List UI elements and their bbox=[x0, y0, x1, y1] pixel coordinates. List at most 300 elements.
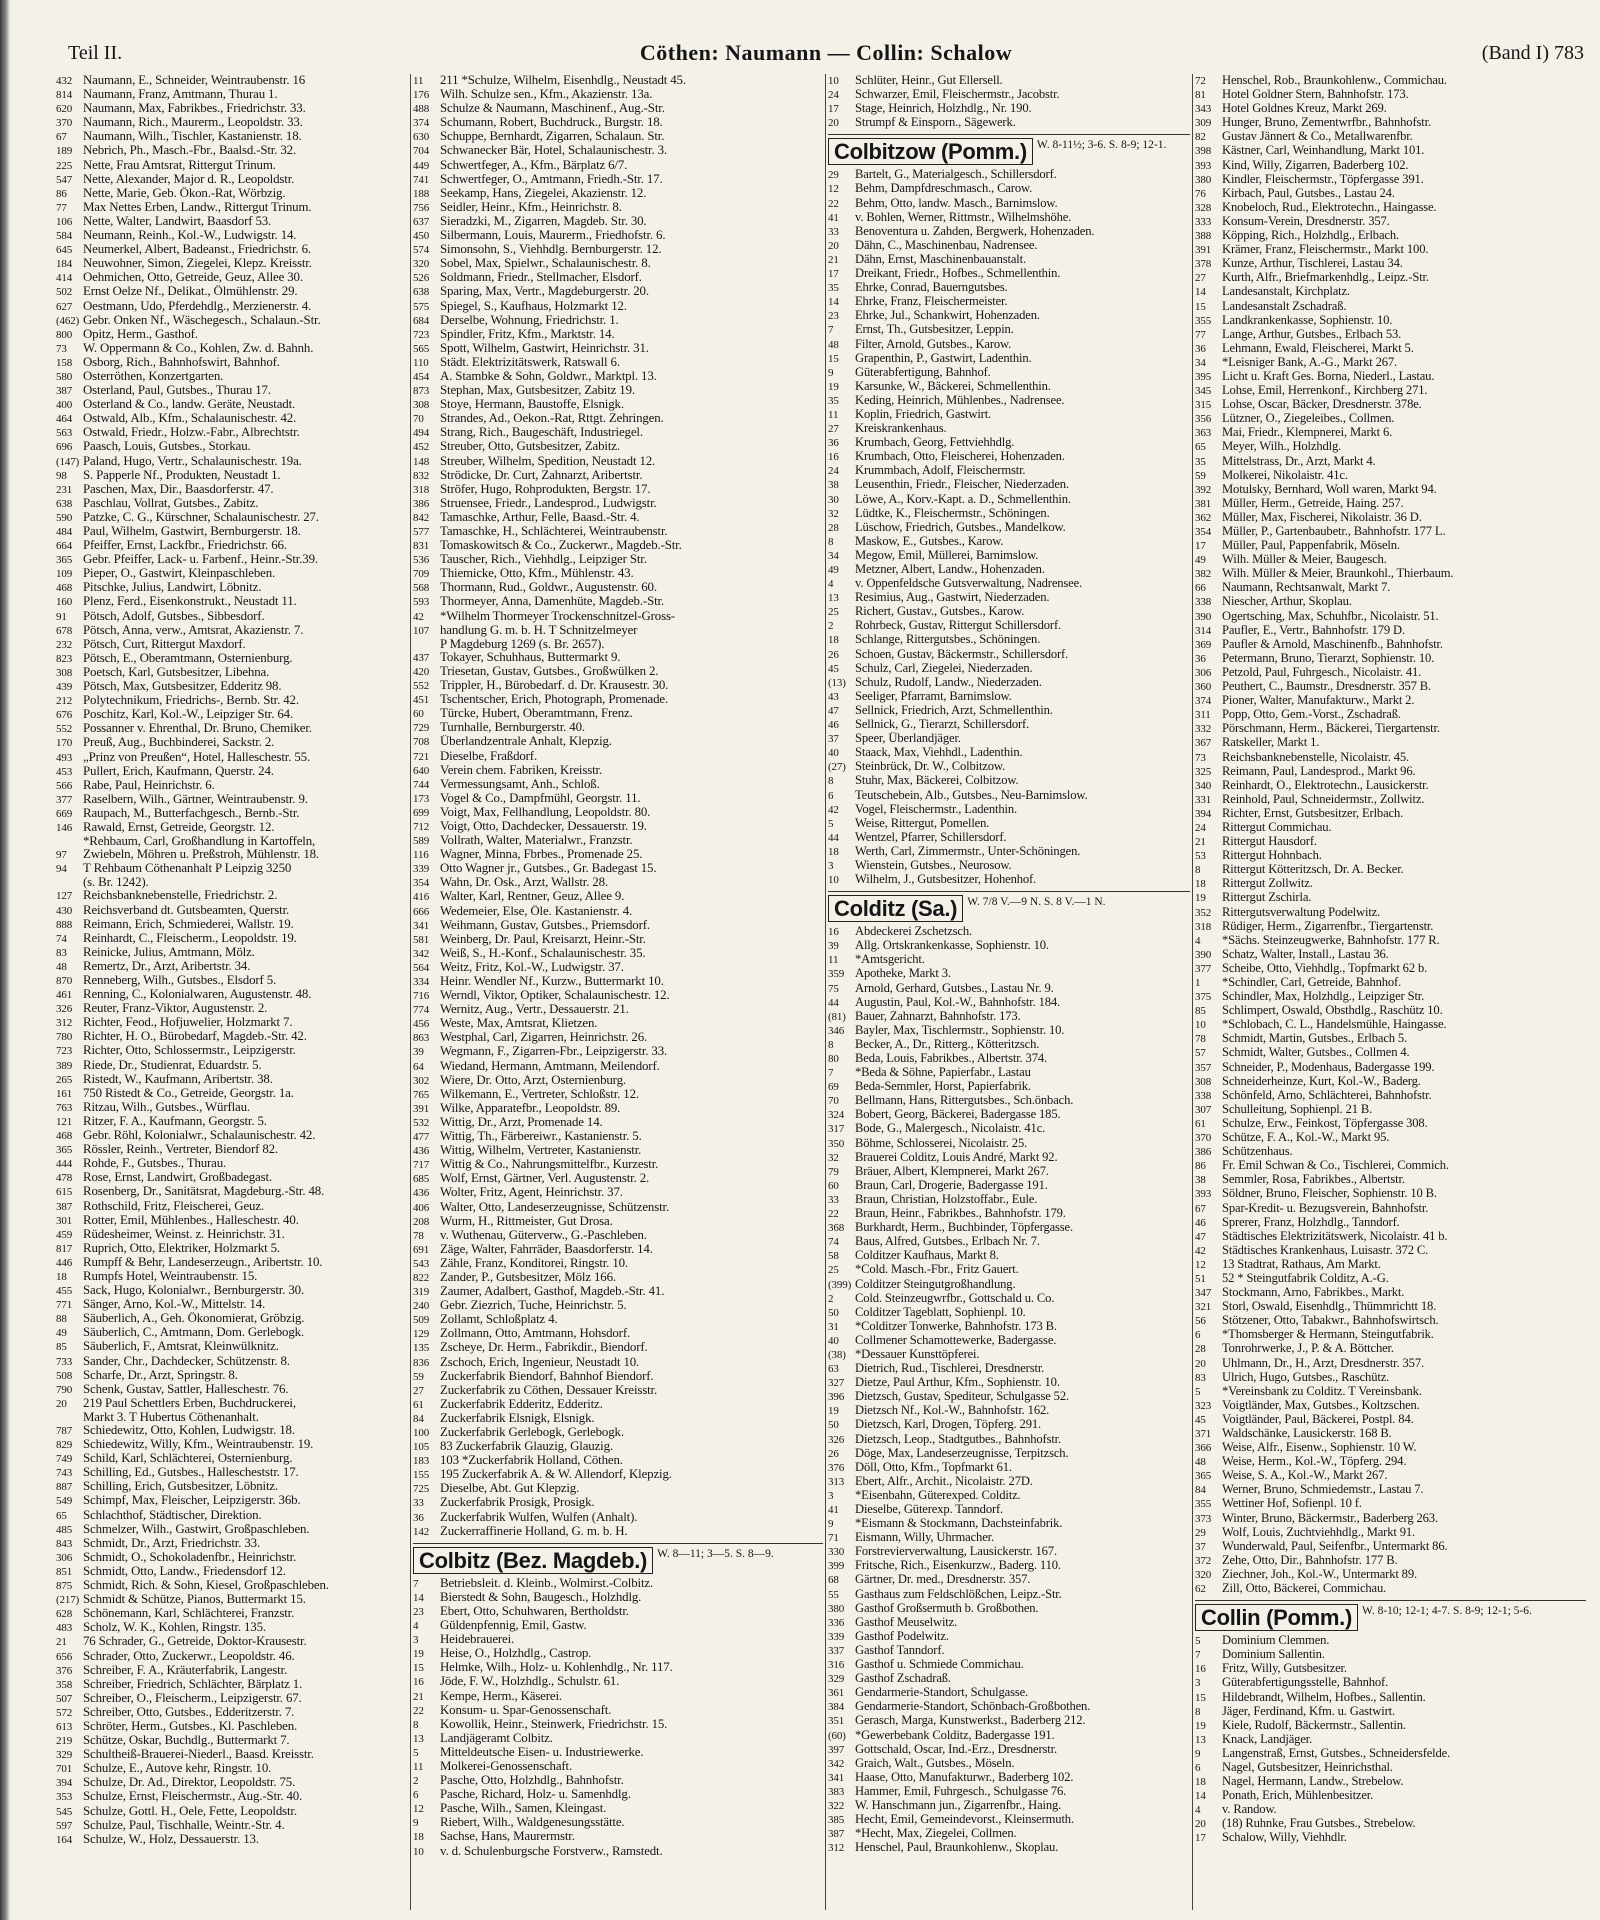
directory-entry bbox=[56, 765, 408, 779]
phone-number: 76 bbox=[1195, 187, 1206, 200]
directory-entry bbox=[828, 967, 1190, 981]
directory-entry bbox=[56, 1002, 408, 1016]
directory-entry bbox=[828, 1306, 1190, 1320]
phone-number: 552 bbox=[413, 680, 430, 693]
entry-text: Rittergut Kötteritzsch, Dr. A. Becker. bbox=[1222, 863, 1404, 877]
entry-text: Thormeyer, Anna, Damenhüte, Magdeb.-Str. bbox=[440, 595, 665, 609]
entry-text: Winter, Bruno, Bäckermstr., Baderberg 263. bbox=[1222, 1511, 1438, 1525]
phone-number: 320 bbox=[1195, 1568, 1212, 1581]
phone-number: 483 bbox=[56, 1622, 73, 1635]
town-heading bbox=[413, 1548, 823, 1574]
entry-text: Gerasch, Marga, Kunstwerkst., Baderberg 212. bbox=[855, 1714, 1086, 1728]
directory-entry bbox=[413, 511, 823, 525]
entry-text: Neumerkel, Albert, Badeanst., Friedrichstr. 6. bbox=[83, 243, 311, 257]
directory-entry bbox=[56, 1805, 408, 1819]
phone-number: 15 bbox=[1195, 300, 1206, 313]
phone-number: 362 bbox=[1195, 511, 1212, 524]
entry-text: Pötsch, Max, Gutsbesitzer, Edderitz 98. bbox=[83, 680, 282, 694]
entry-text: Spiegel, S., Kaufhaus, Holzmarkt 12. bbox=[440, 299, 627, 313]
phone-number: 676 bbox=[56, 709, 73, 722]
phone-number: 543 bbox=[413, 1257, 430, 1270]
entry-text: Zwiebeln, Möhren u. Preßstroh, Mühlenstr. 18. bbox=[83, 848, 319, 862]
phone-number: 338 bbox=[1195, 596, 1212, 609]
entry-text: Zuckerraffinerie Holland, G. m. b. H. bbox=[440, 1524, 628, 1538]
directory-entry bbox=[828, 1010, 1190, 1024]
entry-text: Voigt, Max, Fellhandlung, Leopoldstr. 80. bbox=[440, 805, 651, 819]
directory-entry bbox=[828, 817, 1190, 831]
directory-entry bbox=[413, 1045, 823, 1059]
phone-number: 5 bbox=[828, 817, 834, 830]
directory-entry bbox=[1195, 370, 1586, 384]
entry-text: Vogel & Co., Dampfmühl, Georgstr. 11. bbox=[440, 791, 641, 805]
directory-entry bbox=[413, 1370, 823, 1384]
phone-number: 42 bbox=[413, 610, 424, 623]
phone-number: 62 bbox=[1195, 1583, 1206, 1596]
phone-number: 212 bbox=[56, 695, 73, 708]
phone-number: 23 bbox=[413, 1605, 424, 1618]
directory-entry bbox=[1195, 1455, 1586, 1469]
entry-text: Müller, Paul, Pappenfabrik, Möseln. bbox=[1222, 539, 1400, 553]
entry-text: *Schlobach, C. L., Handelsmühle, Haingasse. bbox=[1222, 1018, 1447, 1032]
entry-text: Schindler, Max, Holzhdlg., Leipziger Str. bbox=[1222, 990, 1425, 1004]
entry-text: Wentzel, Pfarrer, Schillersdorf. bbox=[855, 830, 1007, 844]
phone-number: 18 bbox=[828, 634, 839, 647]
directory-entry bbox=[56, 1059, 408, 1073]
directory-entry bbox=[413, 1412, 823, 1426]
directory-entry bbox=[1195, 1075, 1586, 1089]
entry-text: Mai, Friedr., Klempnerei, Markt 6. bbox=[1222, 426, 1393, 440]
directory-entry bbox=[1195, 1526, 1586, 1540]
entry-text: Dietzsch, Gustav, Spediteur, Schulgasse 52. bbox=[855, 1390, 1069, 1404]
entry-text: Tamaschke, H., Schlächterei, Weintraubenstr. bbox=[440, 525, 668, 538]
phone-number: 85 bbox=[1195, 1005, 1206, 1018]
phone-number: 231 bbox=[56, 483, 73, 496]
phone-number: 5 bbox=[413, 1746, 419, 1759]
entry-text: Stage, Heinrich, Holzhdlg., Nr. 190. bbox=[855, 102, 1032, 116]
directory-entry bbox=[1195, 1342, 1586, 1356]
entry-text: Schulze, Paul, Tischhalle, Weintr.-Str. 4. bbox=[83, 1818, 285, 1832]
phone-number: 164 bbox=[56, 1833, 73, 1846]
phone-number: 444 bbox=[56, 1158, 73, 1171]
directory-entry bbox=[413, 469, 823, 483]
phone-number: 14 bbox=[1195, 1790, 1206, 1803]
phone-number: 25 bbox=[828, 606, 839, 619]
entry-text: Bartelt, G., Materialgesch., Schillersdorf. bbox=[855, 168, 1057, 182]
directory-entry bbox=[828, 1080, 1190, 1094]
directory-entry bbox=[413, 1704, 823, 1718]
phone-number: 232 bbox=[56, 638, 73, 651]
directory-entry bbox=[1195, 1089, 1586, 1103]
directory-entry bbox=[56, 539, 408, 553]
directory-entry bbox=[828, 619, 1190, 633]
entry-text: Paufler, E., Vertr., Bahnhofstr. 179 D. bbox=[1222, 623, 1405, 637]
phone-number: 65 bbox=[1195, 441, 1206, 454]
phone-number: 380 bbox=[1195, 173, 1212, 186]
phone-number: 39 bbox=[828, 940, 839, 953]
directory-entry bbox=[56, 1790, 408, 1804]
phone-number: 387 bbox=[828, 1828, 845, 1841]
directory-entry bbox=[1195, 722, 1586, 736]
entry-text: Petermann, Bruno, Tierarzt, Sophienstr. 10. bbox=[1222, 651, 1435, 665]
entry-text: Wernitz, Aug., Vertr., Dessauerstr. 21. bbox=[440, 1003, 629, 1017]
entry-text: *Beda & Söhne, Papierfabr., Lastau bbox=[855, 1066, 1031, 1080]
phone-number: 18 bbox=[1195, 1776, 1206, 1789]
phone-number: 37 bbox=[828, 733, 839, 746]
entry-text: Ebert, Otto, Schuhwaren, Bertholdstr. bbox=[440, 1604, 629, 1618]
directory-entry bbox=[56, 1523, 408, 1537]
entry-text: Pioner, Walter, Manufakturw., Markt 2. bbox=[1222, 694, 1415, 708]
directory-entry bbox=[1195, 990, 1586, 1004]
phone-number: 74 bbox=[56, 932, 67, 945]
phone-number: 3 bbox=[828, 859, 834, 872]
entry-text: Poetsch, Karl, Gutsbesitzer, Libehna. bbox=[83, 665, 270, 679]
directory-entry bbox=[828, 1418, 1190, 1432]
directory-entry bbox=[56, 511, 408, 525]
phone-number: 452 bbox=[413, 441, 430, 454]
directory-entry bbox=[1195, 807, 1586, 821]
entry-text: Weinberg, Dr. Paul, Kreisarzt, Heinr.-Str. bbox=[440, 932, 646, 946]
entry-text: Werth, Carl, Zimmermstr., Unter-Schöningen. bbox=[855, 844, 1081, 858]
entry-text: Konsum-Verein, Dresdnerstr. 357. bbox=[1222, 214, 1390, 228]
entry-text: Wilh. Schulze sen., Kfm., Akazienstr. 13a. bbox=[440, 88, 653, 102]
phone-number: 373 bbox=[1195, 1512, 1212, 1525]
entry-text: Schimpf, Max, Fleischer, Leipzigerstr. 36b. bbox=[83, 1494, 301, 1508]
phone-number: 42 bbox=[1195, 1244, 1206, 1257]
directory-entry bbox=[413, 1746, 823, 1760]
directory-entry bbox=[413, 497, 823, 511]
entry-text: Baus, Alfred, Gutsbes., Erlbach Nr. 7. bbox=[855, 1235, 1040, 1249]
directory-entry bbox=[56, 807, 408, 821]
phone-number: (60) bbox=[828, 1729, 846, 1742]
phone-number: 21 bbox=[56, 1636, 67, 1649]
directory-entry bbox=[828, 1827, 1190, 1841]
entry-text: Paufler & Arnold, Maschinenfb., Bahnhofstr. bbox=[1222, 637, 1443, 651]
entry-text: Storl, Oswald, Eisenhdlg., Thümmrichtt 18. bbox=[1222, 1300, 1437, 1314]
directory-entry bbox=[1195, 539, 1586, 553]
entry-text: Gasthof Großsermuth b. Großbothen. bbox=[855, 1601, 1039, 1615]
phone-number: 478 bbox=[56, 1172, 73, 1185]
directory-entry bbox=[413, 1605, 823, 1619]
entry-text: Städtisches Elektrizitätswerk, Nicolaistr. 41 b. bbox=[1222, 1229, 1448, 1243]
entry-text: Schumann, Robert, Buchdruck., Burgstr. 18. bbox=[440, 116, 663, 130]
directory-entry bbox=[1195, 793, 1586, 807]
phone-number: 615 bbox=[56, 1186, 73, 1199]
directory-entry bbox=[1195, 1648, 1586, 1662]
entry-text: Bellmann, Hans, Rittergutsbes., Sch.önbach. bbox=[855, 1094, 1074, 1108]
directory-entry bbox=[413, 1454, 823, 1468]
directory-entry bbox=[56, 1621, 408, 1635]
directory-entry bbox=[1195, 173, 1586, 187]
column-1 bbox=[56, 74, 408, 1910]
phone-number: 135 bbox=[413, 1342, 430, 1355]
directory-entry bbox=[828, 168, 1190, 182]
entry-text: Ernst, Th., Gutsbesitzer, Leppin. bbox=[855, 323, 1014, 337]
entry-text: Abdeckerei Zschetzsch. bbox=[855, 925, 972, 939]
phone-number: 743 bbox=[56, 1467, 73, 1480]
phone-number: 836 bbox=[413, 1356, 430, 1369]
entry-text: Müller, Max, Fischerei, Nikolaistr. 36 D. bbox=[1222, 510, 1422, 524]
directory-entry bbox=[828, 1700, 1190, 1714]
entry-text: Bode, G., Malergesch., Nicolaistr. 41c. bbox=[855, 1122, 1046, 1136]
directory-entry bbox=[413, 1468, 823, 1482]
phone-number: 387 bbox=[56, 385, 73, 398]
phone-number: 699 bbox=[413, 806, 430, 819]
directory-entry bbox=[413, 862, 823, 876]
entry-text: Sieradzki, M., Zigarren, Magdeb. Str. 30. bbox=[440, 214, 647, 228]
directory-entry bbox=[1195, 356, 1586, 370]
entry-text: Stoye, Hermann, Baustoffe, Elsnigk. bbox=[440, 398, 624, 412]
town-name: Colbitzow (Pomm.) bbox=[828, 138, 1033, 165]
entry-text: Hildebrandt, Wilhelm, Hofbes., Sallentin. bbox=[1222, 1690, 1426, 1704]
directory-entry bbox=[413, 1690, 823, 1704]
phone-number: 11 bbox=[413, 75, 424, 87]
directory-entry bbox=[413, 1398, 823, 1412]
town-heading bbox=[828, 896, 1190, 922]
phone-number: 301 bbox=[56, 1214, 73, 1227]
phone-number: 39 bbox=[413, 1046, 424, 1059]
entry-text: Bierstedt & Sohn, Baugesch., Holzhdlg. bbox=[440, 1590, 642, 1604]
phone-number: 302 bbox=[413, 1074, 430, 1087]
entry-text: 750 Ristedt & Co., Getreide, Georgstr. 1a. bbox=[83, 1086, 294, 1100]
phone-number: 378 bbox=[1195, 258, 1212, 271]
phone-number: 393 bbox=[1195, 1188, 1212, 1201]
entry-text: W. Oppermann & Co., Kohlen, Zw. d. Bahnh. bbox=[83, 341, 314, 355]
directory-entry bbox=[1195, 638, 1586, 652]
phone-number: 357 bbox=[1195, 1061, 1212, 1074]
entry-text: Schulz, Carl, Ziegelei, Niederzaden. bbox=[855, 661, 1033, 675]
entry-text: Wolf, Ernst, Gärtner, Verl. Augustenstr. 2. bbox=[440, 1172, 650, 1186]
entry-text: Ruprich, Otto, Elektriker, Holzmarkt 5. bbox=[83, 1241, 280, 1255]
phone-number: 50 bbox=[828, 1419, 839, 1432]
phone-number: 354 bbox=[413, 877, 430, 890]
phone-number: 323 bbox=[1195, 1399, 1212, 1412]
entry-text: Ogertsching, Max, Schuhfbr., Nicolaistr. 51. bbox=[1222, 609, 1439, 623]
entry-text: Naumann, E., Schneider, Weintraubenstr. 16 bbox=[83, 74, 306, 87]
directory-entry bbox=[56, 1157, 408, 1171]
phone-number: 48 bbox=[1195, 1456, 1206, 1469]
directory-entry bbox=[413, 750, 823, 764]
phone-number: 29 bbox=[1195, 1526, 1206, 1539]
entry-text: Lüschow, Friedrich, Gutsbes., Mandelkow. bbox=[855, 520, 1066, 534]
phone-number: 16 bbox=[413, 1676, 424, 1689]
entry-text: Werner, Bruno, Schmiedemstr., Lastau 7. bbox=[1222, 1483, 1424, 1497]
directory-entry bbox=[413, 229, 823, 243]
entry-text: 195 Zuckerfabrik A. & W. Allendorf, Klepzig. bbox=[440, 1468, 672, 1482]
entry-text: Rittergut Hohnbach. bbox=[1222, 849, 1322, 863]
part-label: Teil II. bbox=[68, 42, 123, 64]
directory-entry bbox=[56, 1397, 408, 1411]
entry-text: Schützenhaus. bbox=[1222, 1145, 1293, 1159]
phone-number: 384 bbox=[828, 1701, 845, 1714]
directory-entry bbox=[56, 384, 408, 398]
phone-number: 38 bbox=[828, 479, 839, 492]
phone-number: 8 bbox=[828, 535, 834, 548]
entry-text: Schenk, Gustav, Sattler, Halleschestr. 76. bbox=[83, 1382, 289, 1396]
entry-text: (s. Br. 1242). bbox=[83, 876, 149, 890]
entry-text: Gasthof Zschadraß. bbox=[855, 1672, 951, 1686]
entry-text: Jöde, F. W., Holzhdlg., Schulstr. 61. bbox=[440, 1675, 620, 1689]
directory-entry bbox=[828, 1263, 1190, 1277]
directory-entry bbox=[828, 662, 1190, 676]
phone-number: (13) bbox=[828, 676, 846, 689]
directory-entry bbox=[828, 1531, 1190, 1545]
phone-number: 36 bbox=[1195, 652, 1206, 665]
phone-number: 13 bbox=[828, 592, 839, 605]
entry-text: v. Wuthenau, Güterverw., G.-Paschleben. bbox=[440, 1228, 647, 1242]
directory-entry bbox=[413, 1257, 823, 1271]
directory-entry bbox=[413, 1074, 823, 1088]
phone-number: 110 bbox=[413, 356, 429, 369]
phone-number: 26 bbox=[828, 1447, 839, 1460]
directory-entry bbox=[56, 1326, 408, 1340]
phone-number: 451 bbox=[413, 694, 430, 707]
entry-text: Kästner, Carl, Weinhandlung, Markt 101. bbox=[1222, 144, 1425, 158]
phone-number: 381 bbox=[1195, 497, 1212, 510]
phone-number: 485 bbox=[56, 1523, 73, 1536]
phone-number: 365 bbox=[56, 554, 73, 567]
directory-entry bbox=[1195, 1357, 1586, 1371]
phone-number: 369 bbox=[1195, 638, 1212, 651]
directory-entry bbox=[413, 1830, 823, 1844]
phone-number: 319 bbox=[413, 1286, 430, 1299]
entry-text: Leusenthin, Friedr., Fleischer, Niederzaden. bbox=[855, 478, 1069, 492]
phone-number: 547 bbox=[56, 173, 73, 186]
phone-number: 18 bbox=[56, 1270, 67, 1283]
directory-entry bbox=[413, 1341, 823, 1355]
entry-text: Schwertfeger, O., Amtmann, Friedh.-Str. 17. bbox=[440, 172, 663, 186]
directory-entry bbox=[828, 1122, 1190, 1136]
directory-entry bbox=[413, 989, 823, 1003]
directory-entry bbox=[56, 483, 408, 497]
phone-number: 6 bbox=[1195, 1329, 1201, 1342]
phone-number: (399) bbox=[828, 1278, 852, 1291]
entry-text: Pasche, Wilh., Samen, Kleingast. bbox=[440, 1802, 607, 1816]
entry-text: Gasthaus zum Feldschlößchen, Leipz.-Str. bbox=[855, 1587, 1062, 1601]
directory-entry bbox=[413, 721, 823, 735]
directory-entry bbox=[1195, 1187, 1586, 1201]
directory-entry bbox=[413, 173, 823, 187]
entry-text: handlung G. m. b. H. T Schnitzelmeyer bbox=[440, 623, 638, 637]
directory-entry bbox=[1195, 1733, 1586, 1747]
entry-text: Kunze, Arthur, Tischlerei, Lastau 34. bbox=[1222, 257, 1403, 271]
entry-text: Schulze, W., Holz, Dessauerstr. 13. bbox=[83, 1832, 259, 1846]
directory-entry bbox=[1195, 1554, 1586, 1568]
column-2 bbox=[413, 74, 823, 1910]
phone-number: 59 bbox=[413, 1370, 424, 1383]
phone-number: 116 bbox=[413, 849, 429, 862]
entry-text: Wagner, Minna, Fbrbes., Promenade 25. bbox=[440, 848, 643, 862]
entry-text: Zäge, Walter, Fahrräder, Baasdorferstr. 14. bbox=[440, 1242, 653, 1256]
entry-text: Rumpfs Hotel, Weintraubenstr. 15. bbox=[83, 1269, 258, 1283]
entry-text: Böhme, Schlosserei, Nicolaistr. 25. bbox=[855, 1136, 1028, 1150]
entry-text: Markt 3. T Hubertus Cöthenanhalt. bbox=[83, 1410, 259, 1424]
entry-text: Raupach, M., Butterfachgesch., Bernb.-Str. bbox=[83, 806, 300, 820]
directory-entry bbox=[413, 1285, 823, 1299]
phone-number: 526 bbox=[413, 272, 430, 285]
entry-text: Wolf, Louis, Zuchtviehhdlg., Markt 91. bbox=[1222, 1525, 1416, 1539]
entry-text: Zollmann, Otto, Amtmann, Hohsdorf. bbox=[440, 1327, 631, 1341]
directory-entry bbox=[828, 1404, 1190, 1418]
phone-number: 341 bbox=[413, 919, 430, 932]
column-divider bbox=[1192, 74, 1193, 1910]
phone-number: 354 bbox=[1195, 526, 1212, 538]
phone-number: 436 bbox=[413, 1187, 430, 1200]
directory-entry bbox=[1195, 765, 1586, 779]
directory-entry bbox=[56, 497, 408, 511]
entry-text: v. Randow. bbox=[1222, 1803, 1277, 1817]
directory-entry bbox=[413, 384, 823, 398]
directory-entry bbox=[828, 338, 1190, 352]
directory-entry bbox=[1195, 1300, 1586, 1314]
entry-text: Landkrankenkasse, Sophienstr. 10. bbox=[1222, 313, 1393, 327]
phone-number: 350 bbox=[828, 1137, 845, 1150]
entry-text: Colditzer Steingutgroßhandlung. bbox=[855, 1277, 1016, 1291]
phone-number: 704 bbox=[413, 145, 430, 158]
entry-text: Sellnick, Friedrich, Arzt, Schmellenthin. bbox=[855, 703, 1053, 717]
phone-number: 397 bbox=[828, 1743, 845, 1756]
directory-entry bbox=[828, 732, 1190, 746]
directory-entry bbox=[413, 1172, 823, 1186]
entry-text: Polytechnikum, Friedrichs-, Bernb. Str. 42. bbox=[83, 694, 299, 708]
entry-text: Megow, Emil, Müllerei, Barnimslow. bbox=[855, 548, 1039, 562]
entry-text: Ostwald, Friedr., Holzw.-Fabr., Albrechtstr. bbox=[83, 426, 300, 440]
entry-text: Scheibe, Otto, Viehhdlg., Topfmarkt 62 b. bbox=[1222, 961, 1428, 975]
phone-number: 107 bbox=[413, 624, 430, 637]
directory-entry bbox=[1195, 1634, 1586, 1648]
phone-number: 484 bbox=[56, 526, 73, 538]
directory-entry bbox=[828, 450, 1190, 464]
entry-text: Ostwald, Alb., Kfm., Schalaunischestr. 42. bbox=[83, 412, 297, 426]
phone-number: 21 bbox=[413, 1690, 424, 1703]
phone-number: 684 bbox=[413, 314, 430, 327]
phone-number: 75 bbox=[828, 982, 839, 995]
phone-number: 414 bbox=[56, 272, 73, 285]
directory-entry bbox=[828, 1376, 1190, 1390]
phone-number: 771 bbox=[56, 1299, 73, 1312]
entry-text: Krummbach, Adolf, Fleischermstr. bbox=[855, 464, 1026, 478]
directory-entry bbox=[828, 239, 1190, 253]
entry-text: Rittergut Commichau. bbox=[1222, 820, 1332, 834]
entry-text: Uhlmann, Dr., H., Arzt, Dresdnerstr. 357. bbox=[1222, 1356, 1424, 1370]
entry-text: Steinbrück, Dr. W., Colbitzow. bbox=[855, 760, 1005, 774]
entry-text: Naumann, Max, Fabrikbes., Friedrichstr. 33. bbox=[83, 102, 306, 116]
directory-entry bbox=[413, 215, 823, 229]
entry-text: Nette, Frau Amtsrat, Rittergut Trinum. bbox=[83, 158, 276, 172]
entry-text: Ehrke, Jul., Schankwirt, Hohenzaden. bbox=[855, 309, 1040, 323]
entry-text: Schütze, Oskar, Buchdlg., Buttermarkt 7. bbox=[83, 1734, 290, 1748]
directory-entry bbox=[1195, 1512, 1586, 1526]
directory-entry bbox=[413, 356, 823, 370]
phone-number: 744 bbox=[413, 778, 430, 791]
directory-entry bbox=[413, 947, 823, 961]
entry-text: Reinhold, Paul, Schneidermstr., Zollwitz. bbox=[1222, 792, 1425, 806]
directory-entry bbox=[1195, 525, 1586, 539]
phone-number: 58 bbox=[828, 1250, 839, 1263]
directory-entry bbox=[1195, 1244, 1586, 1258]
phone-number: 28 bbox=[1195, 1343, 1206, 1356]
entry-text: *Vereinsbank zu Colditz. T Vereinsbank. bbox=[1222, 1384, 1422, 1398]
phone-number: 24 bbox=[828, 465, 839, 478]
entry-text: Schmidt, Dr., Arzt, Friedrichstr. 33. bbox=[83, 1536, 261, 1550]
directory-entry bbox=[1195, 849, 1586, 863]
entry-text: Seekamp, Hans, Ziegelei, Akazienstr. 12. bbox=[440, 186, 647, 200]
phone-number: 575 bbox=[413, 300, 430, 313]
phone-number: 307 bbox=[1195, 1103, 1212, 1116]
phone-number: 589 bbox=[413, 835, 430, 848]
entry-text: Richter, H. O., Bürobedarf, Magdeb.-Str. 42. bbox=[83, 1030, 307, 1044]
directory-entry bbox=[56, 638, 408, 652]
phone-number: 63 bbox=[828, 1363, 839, 1376]
